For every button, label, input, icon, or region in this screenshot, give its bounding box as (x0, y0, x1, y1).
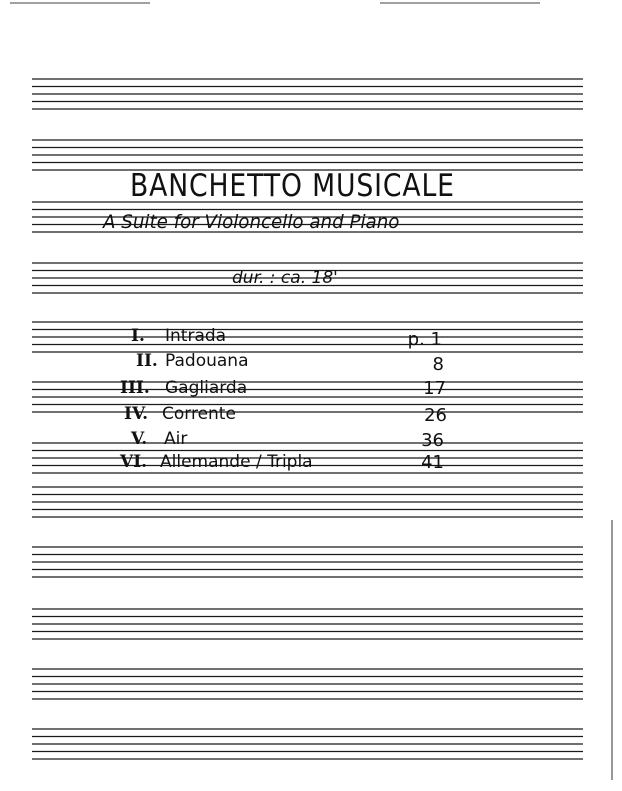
score-title: BANCHETTO MUSICALE (130, 168, 455, 204)
score-subtitle: A Suite for Violoncello and Piano (103, 211, 400, 233)
movement-numeral: II. (136, 351, 158, 371)
movement-numeral: IV. (124, 404, 149, 424)
movement-page: 17 (423, 378, 446, 399)
movement-page: 36 (421, 430, 444, 451)
movement-numeral: VI. (120, 452, 148, 472)
movement-numeral: III. (120, 378, 150, 398)
movement-numeral: V. (131, 429, 148, 449)
movement-name: Air (164, 429, 188, 449)
score-duration: dur. : ca. 18' (232, 268, 338, 288)
movement-page: 8 (432, 354, 444, 375)
movement-name: Intrada (165, 326, 227, 346)
movement-page: p. 1 (407, 329, 442, 350)
movement-page: 41 (421, 452, 444, 473)
scan-speck (380, 2, 540, 4)
scan-edge-mark (611, 520, 613, 780)
movement-name: Padouana (165, 351, 249, 371)
movement-name: Allemande / Tripla (160, 452, 313, 472)
movement-page: 26 (424, 405, 447, 426)
movement-numeral: I. (131, 326, 145, 346)
movement-name: Corrente (162, 404, 236, 424)
scan-speck (10, 2, 150, 4)
movement-name: Gagliarda (165, 378, 248, 398)
